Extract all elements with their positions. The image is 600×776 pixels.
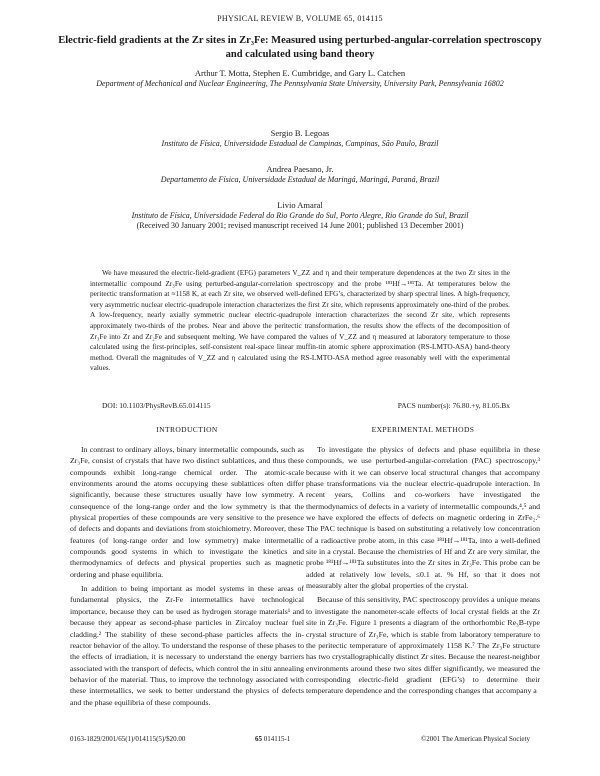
author-group-2 xyxy=(40,128,560,149)
author-group-1 xyxy=(40,68,560,89)
copyright: ©2001 The American Physical Society xyxy=(420,735,530,743)
authors: Livio Amaral xyxy=(277,200,323,210)
paper-title: Electric-field gradients at the Zr sites in Zr₃Fe: Measured using perturbed-angular-correlation spectroscopy and calculated using band theory xyxy=(58,35,542,60)
introduction-heading: INTRODUCTION xyxy=(156,425,218,434)
methods-paragraph-2: Because of this sensitivity, PAC spectroscopy provides a unique means to investigate the nanometer-scale effects of local crystal fields at the Zr site in Zr₃Fe. Figure 1 presents a diagram of the orthorhombic Re₃B-type crystal structure of Zr₃Fe, which is stable from laboratory temperature to the peritectic temperature of approximately 1158 K.⁷ The Zr₃Fe structure has two crystallographically distinct Zr sites. Because the nearest-neighbor environments around these two sites differ significantly, we measured the corresponding electric-field gradient (EFG’s) to determine their temperature dependence and the corresponding changes that accompany a xyxy=(306,595,540,696)
doi[interactable]: DOI: 10.1103/PhysRevB.65.014115 xyxy=(102,401,211,410)
intro-paragraph-1: In contrast to ordinary alloys, binary intermetallic compounds, such as Zr₃Fe, consist of crystals that have two distinct sublattices, and thus these compounds exhibit long-range chemical order. The atomic-scale environments around the atoms occupying these sublattices often differ significantly, because these structures usually have low symmetry. A consequence of the long-range order and the low symmetry is that the physical properties of these compounds are very sensitive to the presence of defects and dopants and deviations from stoichiometry. Moreover, these features (of long-range order and low symmetry) make intermetallic compounds good systems in which to investigate the kinetics and thermodynamics of defects and physical properties such as magnetic ordering and phase equilibria. xyxy=(70,445,304,579)
received-dates: (Received 30 January 2001; revised manuscript received 14 June 2001; published 13 December 2001) xyxy=(136,221,464,230)
affiliation: Instituto de Física, Universidade Federal do Rio Grande do Sul, Porto Alegre, Rio Grande do Sul, Brazil xyxy=(131,210,469,220)
authors: Arthur T. Motta, Stephen E. Cumbridge, and Gary L. Catchen xyxy=(194,68,406,78)
authors: Sergio B. Legoas xyxy=(270,128,330,138)
right-column xyxy=(306,424,540,700)
affiliation: Department of Mechanical and Nuclear Engineering, The Pennsylvania State University, University Park, Pennsylvania 16802 xyxy=(96,78,504,88)
intro-paragraph-2: In addition to being important as model systems in these areas of fundamental physics, the Zr-Fe intermetallics have technological importance, because they can be used as hydrogen storage materials¹ and because they appear as second-phase particles in Zircaloy nuclear fuel cladding.² The stability of these second-phase particles affects the in-reactor behavior of the alloy. To understand the response of these phases to the effects of irradiation, it is necessary to understand the energy barriers associated with the transport of defects, which control the in situ annealing behavior of the material. Thus, to improve the technology associated with these intermetallics, we seek to better understand the physics of defects and the phase equilibria of these compounds. xyxy=(70,584,304,707)
page-number: 014115-1 xyxy=(263,735,291,743)
affiliation: Instituto de Física, Universidade Estadual de Campinas, Campinas, São Paulo, Brazil xyxy=(161,138,439,148)
affiliation: Departamento de Física, Universidade Estadual de Maringá, Maringá, Paraná, Brazil xyxy=(160,174,440,184)
authors: Andrea Paesano, Jr. xyxy=(266,164,334,174)
author-group-4 xyxy=(40,200,560,232)
abstract: We have measured the electric-field-gradient (EFG) parameters V_ZZ and η and their temperature dependences at the two Zr sites in the intermetallic compound Zr₃Fe using perturbed-angular-correlation spectroscopy and the probe ¹⁸¹Hf→¹⁸¹Ta. At temperatures below the peritectic transformation at ≈1158 K, at each Zr site, we observed well-defined EFG’s, characterized by sharp spectral lines. A high-frequency, very asymmetric nuclear electric-quadrupole interaction characterizes the first Zr site, which represents approximately one-third of the probes. A low-frequency, nearly axially symmetric nuclear electric-quadrupole interaction characterizes the second Zr site, which represents approximately two-thirds of the probes. Near and above the peritectic transformation, the results show the effects of the decomposition of Zr₃Fe into Zr and Zr₂Fe and subsequent melting. We have compared the values of V_ZZ and η measured at laboratory temperature to those calculated using the first-principles, self-consistent real-space linear muffin-tin atomic sphere approximation (RS-LMTO-ASA) band-theory method. Overall the magnitudes of V_ZZ and η calculated using the RS-LMTO-ASA method agree reasonably well with the experimental values. xyxy=(90,268,510,373)
journal-header: PHYSICAL REVIEW B, VOLUME 65, 014115 xyxy=(217,14,383,23)
methods-paragraph-1: To investigate the physics of defects and phase equilibria in these compounds, we use perturbed-angular-correlation (PAC) spectroscopy,³ because with it we can observe local structural changes that accompany phase transformations via the nuclear electric-quadrupole interaction. In recent years, Collins and co-workers have investigated the thermodynamics of defects in a variety of intermetallic compounds,⁴,⁵ and we have explored the effects of defects on magnetic ordering in ZrFe₂.⁶ The PAC technique is based on substituting a relatively low concentration of a radioactive probe atom, in this case ¹⁸¹Hf→¹⁸¹Ta, into a well-defined site in a crystal. Because the chemistries of Hf and Zr are very similar, the probe ¹⁸¹Hf→¹⁸¹Ta substitutes into the Zr sites in Zr₃Fe. This probe can be added at relatively low levels, ≤0.1 at. % Hf, so that it does not measurably alter the global properties of the crystal. xyxy=(306,445,540,591)
volume-number: 65 xyxy=(255,735,262,743)
issn-price: 0163-1829/2001/65(1)/014115(5)/$20.00 xyxy=(70,735,186,743)
author-group-3 xyxy=(40,164,560,185)
page-id xyxy=(255,735,290,743)
left-column xyxy=(70,424,304,711)
pacs-numbers: PACS number(s): 76.80.+y, 81.05.Bx xyxy=(397,401,510,410)
methods-heading: EXPERIMENTAL METHODS xyxy=(371,425,475,434)
